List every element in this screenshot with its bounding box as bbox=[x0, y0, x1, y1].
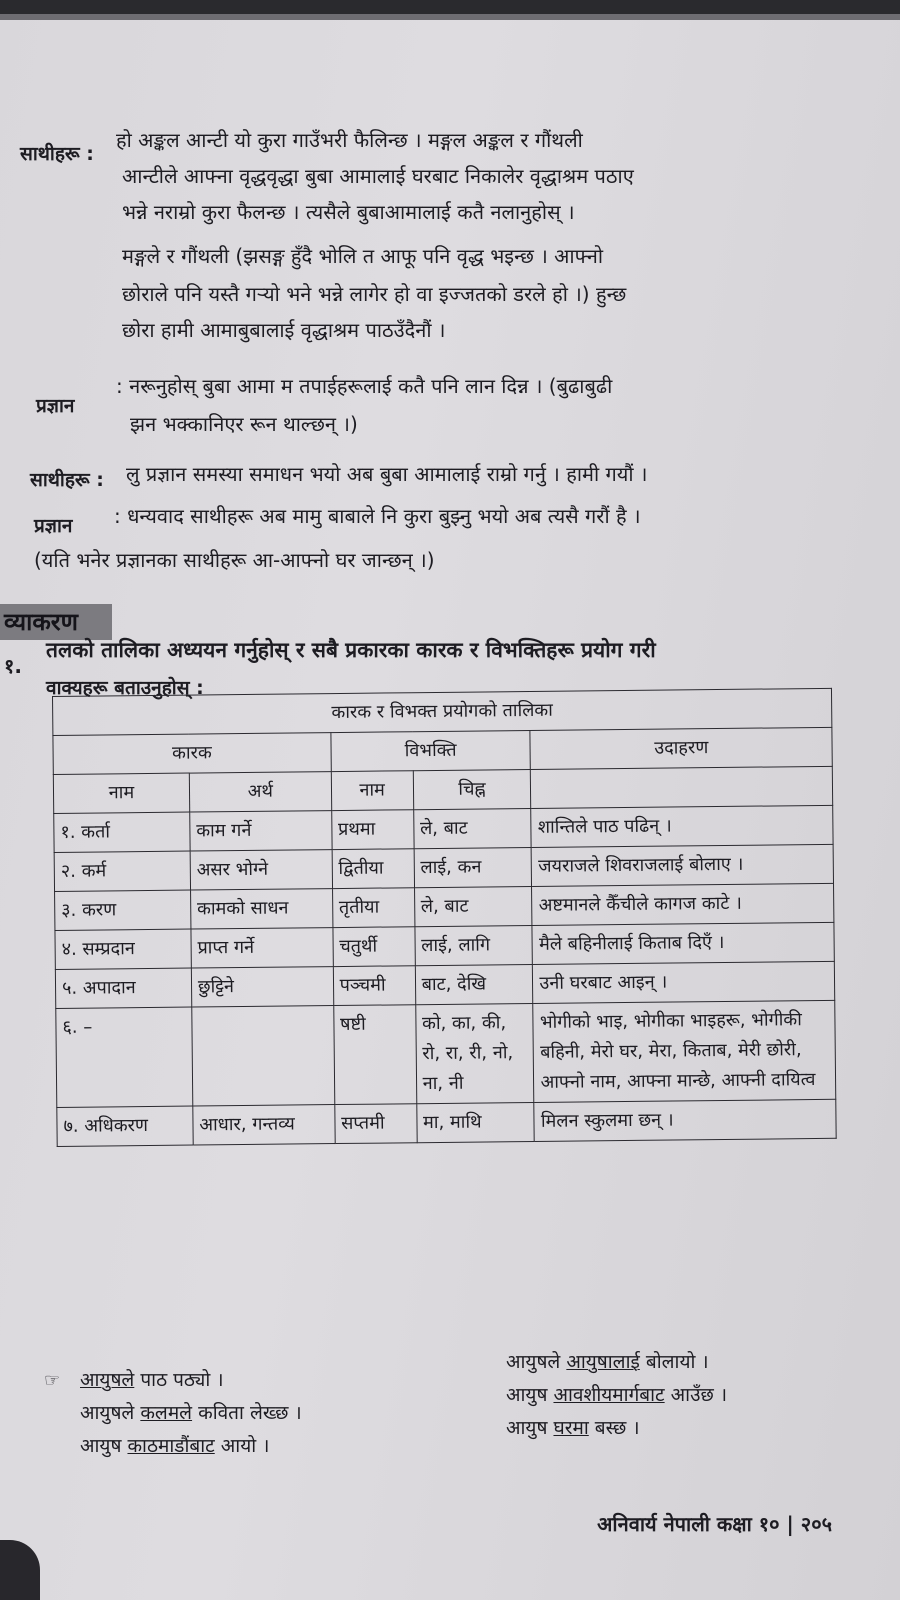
cell-sign: लाई, लागि bbox=[415, 925, 533, 965]
cell-karak-name: २. कर्म bbox=[54, 851, 190, 891]
cell-meaning: कामको साधन bbox=[190, 889, 332, 929]
cell-vibhakti-name: द्वितीया bbox=[332, 849, 414, 889]
cell-example: उनी घरबाट आइन् । bbox=[533, 961, 835, 1003]
cell-vibhakti-name: पञ्चमी bbox=[333, 966, 415, 1006]
table-title: कारक र विभक्त प्रयोगको तालिका bbox=[53, 688, 832, 735]
cell-sign: ले, बाट bbox=[413, 808, 531, 848]
cell-sign: मा, माथि bbox=[416, 1102, 534, 1142]
cell-meaning: काम गर्ने bbox=[190, 811, 332, 851]
cell-vibhakti-name: सप्तमी bbox=[334, 1104, 416, 1144]
cell-karak-name: ७. अधिकरण bbox=[57, 1106, 193, 1146]
dialogue-line: मङ्गले र गौंथली (झसङ्ग हुँदै भोलि त आफू पनि वृद्ध भइन्छ । आफ्नो bbox=[122, 244, 604, 268]
question-number: १. bbox=[4, 654, 22, 678]
table-row bbox=[57, 1099, 836, 1146]
cell-meaning: प्राप्त गर्ने bbox=[191, 928, 333, 968]
cell-karak-name: ६. – bbox=[56, 1007, 193, 1107]
cell-meaning: छुट्टिने bbox=[191, 967, 333, 1007]
dialogue-line: भन्ने नराम्रो कुरा फैलन्छ । त्यसैले बुबाआमालाई कतै नलानुहोस् । bbox=[122, 200, 575, 224]
dialogue-line: लु प्रज्ञान समस्या समाधन भयो अब बुबा आमालाई राम्रो गर्नु । हामी गयौं । bbox=[126, 462, 648, 486]
cell-sign: को, का, की, रो, रा, री, नो, ना, नी bbox=[415, 1003, 534, 1103]
header-karak: कारक bbox=[53, 733, 331, 775]
cell-example: जयराजले शिवराजलाई बोलाए । bbox=[532, 844, 834, 886]
cell-example: मैले बहिनीलाई किताब दिएँ । bbox=[532, 922, 834, 964]
page-corner-shadow bbox=[0, 1540, 40, 1600]
subheader-naam: नाम bbox=[53, 773, 189, 813]
speaker-label: प्रज्ञान bbox=[36, 395, 75, 417]
dialogue-line: : धन्यवाद साथीहरू अब मामु बाबाले नि कुरा बुझ्नु भयो अब त्यसै गरौं है । bbox=[114, 504, 641, 528]
page-top-edge-shadow bbox=[0, 14, 900, 20]
cell-meaning bbox=[192, 1006, 335, 1106]
example-line: आयुष आवशीयमार्गबाट आउँछ । bbox=[506, 1384, 728, 1406]
speaker-label: साथीहरू : bbox=[30, 469, 104, 491]
cell-sign: बाट, देखि bbox=[415, 964, 533, 1004]
header-vibhakti: विभक्ति bbox=[331, 730, 531, 771]
dialogue-line: झन भक्कानिएर रून थाल्छन् ।) bbox=[130, 412, 358, 436]
cell-vibhakti-name: षष्टी bbox=[333, 1005, 416, 1105]
example-line: आयुषले पाठ पठ्यो । bbox=[80, 1369, 224, 1391]
cell-karak-name: ४. सम्प्रदान bbox=[55, 929, 191, 969]
example-line: आयुष घरमा बस्छ । bbox=[506, 1417, 640, 1439]
cell-karak-name: ५. अपादान bbox=[55, 968, 191, 1008]
cell-karak-name: १. कर्ता bbox=[54, 812, 190, 852]
cell-karak-name: ३. करण bbox=[55, 890, 191, 930]
cell-meaning: आधार, गन्तव्य bbox=[193, 1105, 335, 1145]
cell-example: भोगीको भाइ, भोगीका भाइहरू, भोगीकी बहिनी, मेरो घर, मेरा, किताब, मेरी छोरी, आफ्नो नाम, आफ्ना मान्छे, आफ्नी दायित्व bbox=[533, 1000, 836, 1102]
pointing-hand-icon: ☞ bbox=[44, 1370, 61, 1391]
cell-vibhakti-name: तृतीया bbox=[332, 888, 414, 928]
examples-right bbox=[506, 1346, 727, 1445]
example-line: आयुषले आयुषालाई बोलायो । bbox=[506, 1351, 709, 1373]
stage-direction: (यति भनेर प्रज्ञानका साथीहरू आ-आफ्नो घर जान्छन् ।) bbox=[34, 548, 435, 572]
page-top-edge bbox=[0, 0, 900, 14]
question-text-line-2: वाक्यहरू बताउनुहोस् : bbox=[46, 677, 204, 699]
dialogue-line: छोराले पनि यस्तै गऱ्यो भने भन्ने लागेर हो वा इज्जतको डरले हो ।) हुन्छ bbox=[122, 282, 627, 306]
cell-vibhakti-name: चतुर्थी bbox=[333, 927, 415, 967]
page-footer: अनिवार्य नेपाली कक्षा १० | २०५ bbox=[597, 1512, 832, 1536]
cell-example: मिलन स्कुलमा छन् । bbox=[534, 1099, 836, 1141]
examples-left bbox=[80, 1364, 302, 1463]
example-line: आयुष काठमाडौंबाट आयो । bbox=[80, 1435, 270, 1457]
subheader-empty bbox=[531, 766, 833, 808]
section-title-grammar: व्याकरण bbox=[0, 604, 112, 640]
dialogue-line: छोरा हामी आमाबुबालाई वृद्धाश्रम पाठउँदैनौं । bbox=[122, 318, 446, 342]
subheader-artha: अर्थ bbox=[189, 772, 331, 812]
speaker-label: साथीहरू : bbox=[20, 143, 94, 165]
cell-example: अष्टमानले कैँचीले कागज काटे । bbox=[532, 883, 834, 925]
cell-vibhakti-name: प्रथमा bbox=[331, 810, 413, 850]
header-udaharan: उदाहरण bbox=[530, 727, 832, 769]
subheader-naam: नाम bbox=[331, 771, 413, 811]
karak-vibhakti-table bbox=[52, 688, 837, 1147]
cell-sign: लाई, कन bbox=[414, 847, 532, 887]
table-row bbox=[56, 1000, 836, 1107]
speaker-label: प्रज्ञान bbox=[34, 515, 73, 537]
cell-meaning: असर भोग्ने bbox=[190, 850, 332, 890]
cell-example: शान्तिले पाठ पढिन् । bbox=[531, 805, 833, 847]
question-text-line-1: तलको तालिका अध्ययन गर्नुहोस् र सबै प्रकारका कारक र विभक्तिहरू प्रयोग गरी bbox=[46, 638, 656, 662]
dialogue-line: हो अङ्कल आन्टी यो कुरा गाउँभरी फैलिन्छ । मङ्गल अङ्कल र गौंथली bbox=[116, 128, 583, 152]
subheader-chinha: चिह्न bbox=[413, 769, 531, 809]
cell-sign: ले, बाट bbox=[414, 886, 532, 926]
example-line: आयुषले कलमले कविता लेख्छ । bbox=[80, 1402, 302, 1424]
dialogue-line: : नरूनुहोस् बुबा आमा म तपाईहरूलाई कतै पनि लान दिन्न । (बुढाबुढी bbox=[116, 374, 613, 398]
dialogue-line: आन्टीले आफ्ना वृद्धवृद्धा बुबा आमालाई घरबाट निकालेर वृद्धाश्रम पठाए bbox=[122, 164, 634, 188]
